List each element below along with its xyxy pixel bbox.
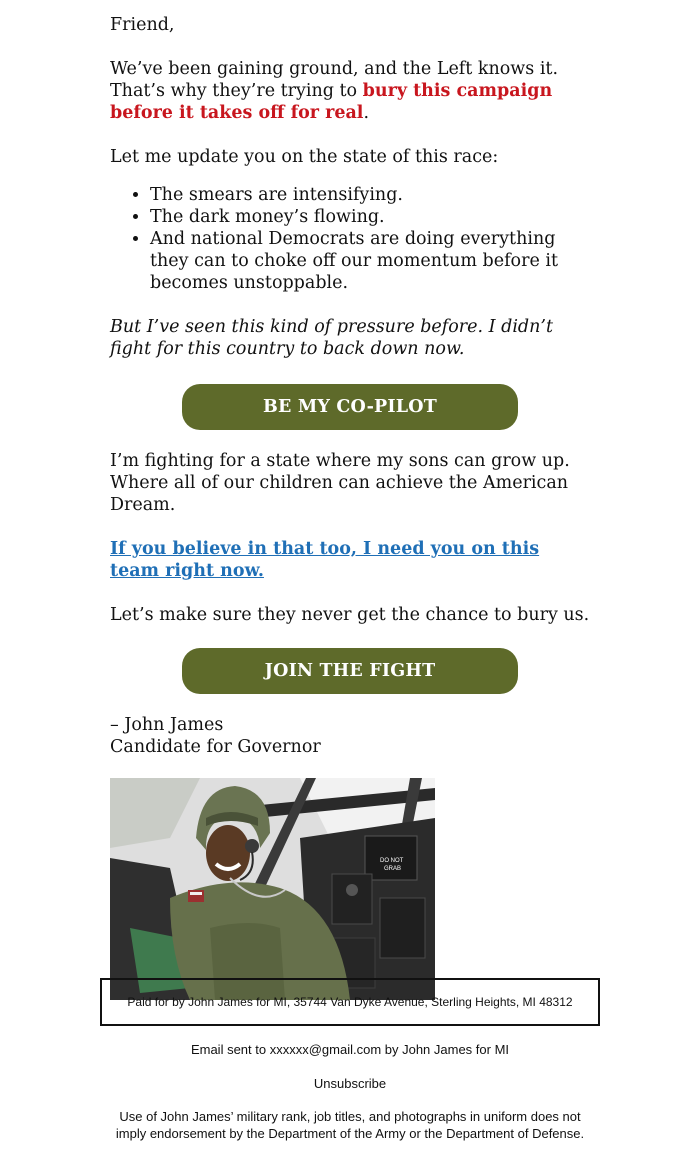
update-paragraph: Let me update you on the state of this race:: [110, 147, 499, 167]
email-body: [110, 14, 590, 1000]
bullet-item: • The dark money’s flowing.: [150, 206, 590, 228]
email-sent-notice: Email sent to xxxxxx@gmail.com by John James for MI: [190, 1042, 510, 1057]
intro-line-2: That’s why they’re trying to: [110, 81, 363, 101]
italic-paragraph: But I’ve seen this kind of pressure before. I didn’t fight for this country to back down now.: [110, 317, 553, 359]
bullet-list: [110, 184, 590, 294]
greeting: Friend,: [110, 15, 175, 35]
intro-paragraph: [110, 58, 590, 124]
co-pilot-button[interactable]: BE MY CO-PILOT: [182, 384, 518, 430]
svg-text:GRAB: GRAB: [384, 866, 402, 872]
join-fight-button[interactable]: JOIN THE FIGHT: [182, 648, 518, 694]
intro-suffix: .: [363, 103, 370, 123]
bullet-item: • The smears are intensifying.: [150, 184, 590, 206]
pilot-photo: [110, 778, 435, 1000]
disclaimer: Use of John James’ military rank, job titles, and photographs in uniform does not imply endorsement by the Department of the Army or the Department of Defense.: [115, 1109, 585, 1141]
do-not-grab-label: DO NOT: [380, 858, 404, 864]
bullet-item: • And national Democrats are doing everything they can to choke off our momentum before it becomes unstoppable.: [150, 228, 590, 294]
signature-title: Candidate for Governor: [110, 737, 321, 757]
join-team-link[interactable]: If you believe in that too, I need you on this team right now.: [110, 539, 540, 581]
signature-name: – John James: [110, 715, 224, 735]
signature: [110, 714, 590, 758]
highlight-text: bury this campaign before it takes off for real: [110, 81, 553, 123]
dream-paragraph: I’m fighting for a state where my sons can grow up. Where all of our children can achieve the American Dream.: [110, 451, 570, 515]
pilot-photo-illustration: [110, 778, 435, 1000]
intro-line-1: We’ve been gaining ground, and the Left knows it.: [110, 59, 559, 79]
paid-for-text: Paid for by John James for MI, 35744 Van Dyke Avenue, Sterling Heights, MI 48312: [127, 995, 573, 1009]
unsubscribe-link[interactable]: Unsubscribe: [313, 1076, 387, 1091]
paid-for-box: [100, 978, 600, 1026]
closing-paragraph: Let’s make sure they never get the chance to bury us.: [110, 605, 590, 625]
link-paragraph: [110, 538, 590, 582]
